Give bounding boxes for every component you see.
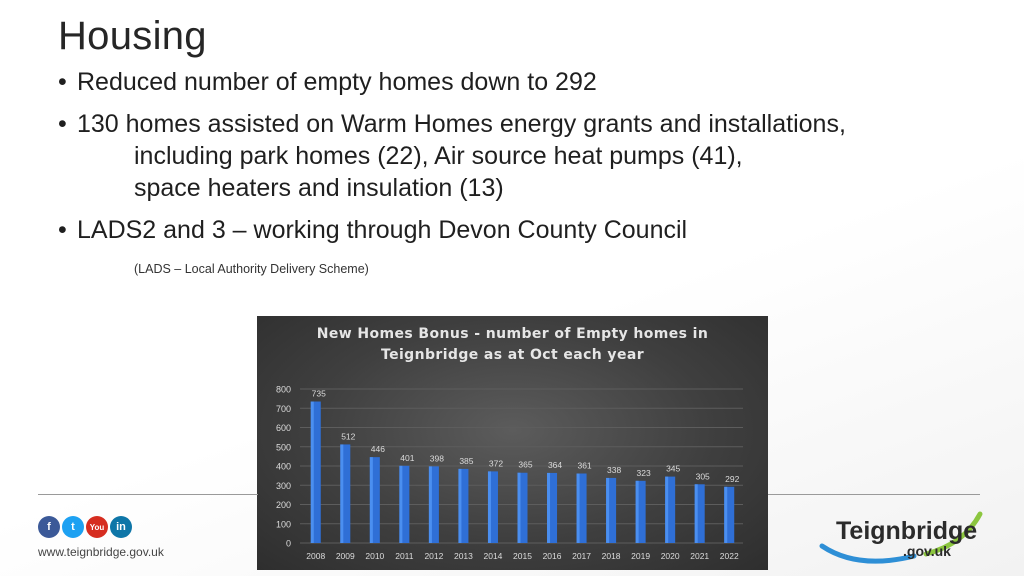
x-tick-label: 2008 (306, 551, 326, 561)
x-tick-label: 2021 (690, 551, 710, 561)
bullet-symbol: • (58, 110, 67, 138)
data-label: 323 (636, 467, 651, 478)
data-label: 365 (518, 459, 533, 470)
y-tick-label: 500 (275, 442, 291, 453)
footer-divider-left (38, 494, 258, 495)
bullet-text: 130 homes assisted on Warm Homes energy grants and installations, (77, 110, 846, 138)
data-label: 361 (577, 460, 592, 471)
bar-highlight (606, 478, 609, 543)
bullet-item (58, 214, 988, 246)
bar-highlight (311, 402, 314, 543)
y-tick-label: 700 (275, 403, 291, 414)
bullet-item (58, 108, 988, 204)
data-label: 364 (547, 459, 563, 470)
linkedin-icon[interactable]: in (110, 516, 132, 538)
data-label: 338 (607, 464, 622, 475)
bullet-item (58, 66, 988, 98)
data-label: 305 (695, 471, 710, 482)
bar-highlight (518, 473, 521, 543)
bar-highlight (488, 471, 491, 543)
data-label: 735 (311, 388, 326, 399)
bar-highlight (636, 481, 639, 543)
social-links (38, 516, 132, 538)
facebook-icon[interactable]: f (38, 516, 60, 538)
x-tick-label: 2019 (631, 551, 651, 561)
y-tick-label: 100 (275, 519, 291, 530)
bar-highlight (399, 466, 402, 543)
chart-title-line: New Homes Bonus - number of Empty homes in (316, 326, 709, 342)
chart-title-line: Teignbridge as at Oct each year (381, 347, 644, 363)
x-tick-label: 2013 (453, 551, 473, 561)
x-tick-label: 2009 (335, 551, 355, 561)
data-label: 372 (488, 458, 504, 469)
data-label: 398 (429, 453, 444, 464)
x-tick-label: 2022 (719, 551, 739, 561)
x-tick-label: 2010 (365, 551, 385, 561)
bar-highlight (370, 457, 373, 543)
bar-highlight (547, 473, 550, 543)
bullet-text: Reduced number of empty homes down to 292 (77, 68, 597, 96)
twitter-icon[interactable]: t (62, 516, 84, 538)
bar-highlight (577, 474, 580, 543)
website-link[interactable]: www.teignbridge.gov.uk (38, 545, 164, 559)
data-label: 345 (666, 463, 681, 474)
bullet-symbol: • (58, 216, 67, 244)
footnote: (LADS – Local Authority Delivery Scheme) (134, 262, 369, 276)
x-tick-label: 2018 (601, 551, 621, 561)
youtube-icon[interactable]: You (86, 516, 108, 538)
x-tick-label: 2016 (542, 551, 562, 561)
data-label: 292 (725, 473, 740, 484)
bullet-symbol: • (58, 68, 67, 96)
x-tick-label: 2014 (483, 551, 503, 561)
logo-wordmark: Teignbridge (836, 517, 978, 545)
chart-panel (257, 316, 768, 570)
x-tick-label: 2012 (424, 551, 444, 561)
y-tick-label: 800 (275, 384, 291, 395)
x-tick-label: 2017 (572, 551, 592, 561)
bar-chart (257, 316, 768, 570)
bar-highlight (340, 444, 343, 543)
bullet-continuation: including park homes (22), Air source heat pumps (41), (134, 142, 743, 170)
slide-title: Housing (58, 14, 207, 58)
data-label: 446 (370, 444, 385, 455)
bar-highlight (665, 477, 668, 543)
y-tick-label: 0 (285, 538, 291, 549)
bar-highlight (458, 469, 461, 543)
y-tick-label: 600 (275, 423, 291, 433)
data-label: 401 (400, 452, 415, 463)
bullet-continuation: space heaters and insulation (13) (134, 174, 504, 202)
bar-highlight (695, 484, 698, 543)
data-label: 512 (341, 431, 356, 442)
bar-highlight (429, 466, 432, 543)
bullet-list (58, 66, 988, 246)
bar-highlight (724, 487, 727, 543)
footer-divider-right (768, 494, 980, 495)
x-tick-label: 2020 (660, 551, 680, 561)
x-tick-label: 2015 (513, 551, 532, 561)
y-tick-label: 400 (275, 461, 291, 472)
bullet-text: LADS2 and 3 – working through Devon County Council (77, 216, 688, 244)
x-tick-label: 2011 (395, 551, 414, 561)
y-tick-label: 200 (275, 500, 291, 510)
data-label: 385 (459, 455, 474, 466)
y-tick-label: 300 (275, 480, 291, 491)
logo-domain: .gov.uk (903, 543, 951, 559)
